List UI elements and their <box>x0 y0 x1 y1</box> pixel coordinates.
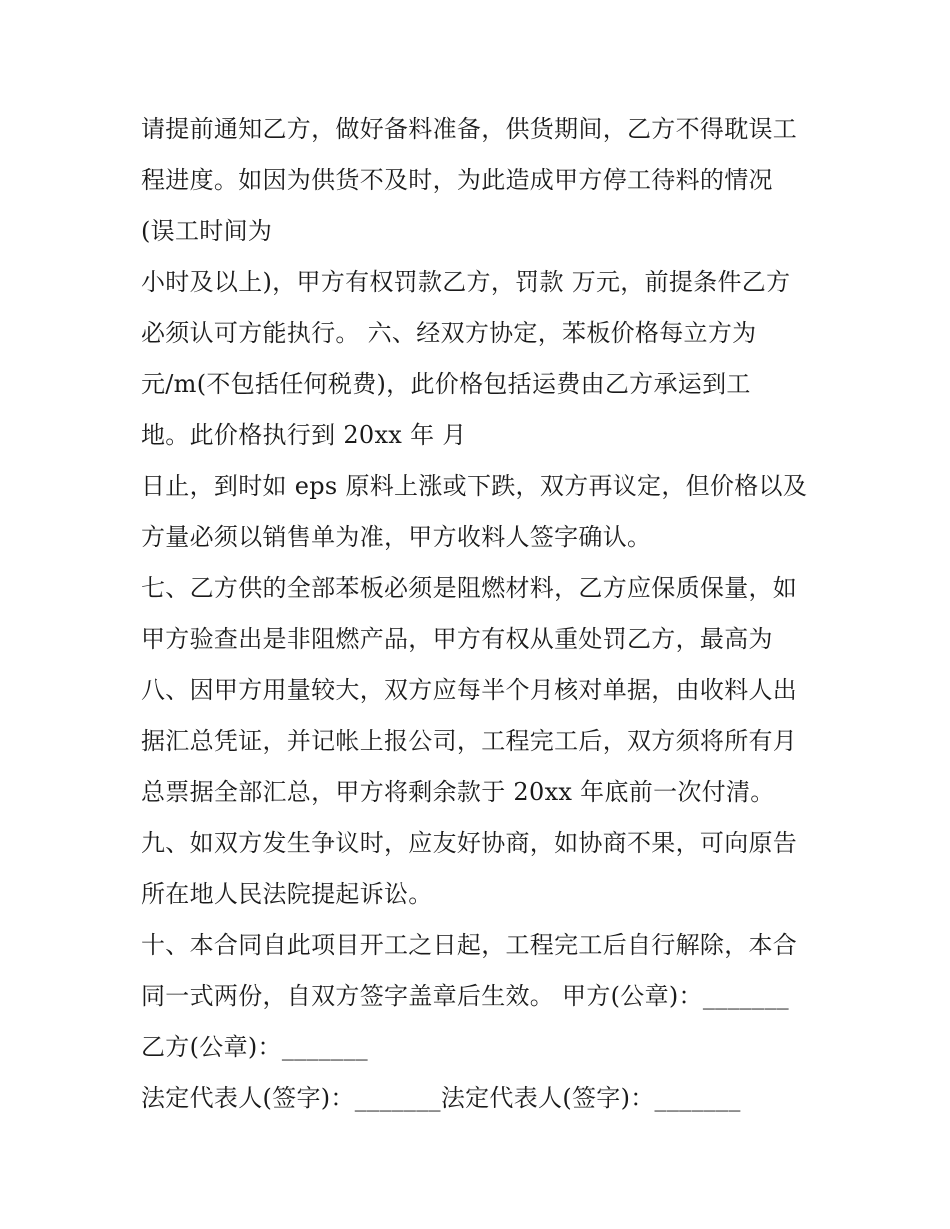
text-line: 小时及以上)，甲方有权罚款乙方，罚款 万元，前提条件乙方 <box>141 268 791 296</box>
text-line: 方量必须以销售单为准，甲方收料人签字确认。 <box>141 523 652 551</box>
text-line: (误工时间为 <box>141 217 273 245</box>
text-line: 地。此价格执行到 20xx 年 月 <box>141 421 467 449</box>
text-line: 日止，到时如 eps 原料上涨或下跌，双方再议定，但价格以及 <box>141 472 808 500</box>
text-line: 元/m(不包括任何税费)，此价格包括运费由乙方承运到工 <box>141 370 751 398</box>
text-line: 八、因甲方用量较大，双方应每半个月核对单据，由收料人出 <box>141 676 798 704</box>
text-line: 法定代表人(签字)：_______法定代表人(签字)：_______ <box>141 1084 741 1112</box>
text-line: 同一式两份，自双方签字盖章后生效。 甲方(公章)：_______ <box>141 982 789 1010</box>
text-line: 十、本合同自此项目开工之日起，工程完工后自行解除，本合 <box>141 931 798 959</box>
text-line: 甲方验查出是非阻燃产品，甲方有权从重处罚乙方，最高为 <box>141 625 773 653</box>
text-line: 据汇总凭证，并记帐上报公司，工程完工后，双方须将所有月 <box>141 727 798 755</box>
text-line: 七、乙方供的全部苯板必须是阻燃材料，乙方应保质保量，如 <box>141 574 798 602</box>
text-line: 九、如双方发生争议时，应友好协商，如协商不果，可向原告 <box>141 829 798 857</box>
text-line: 请提前通知乙方，做好备料准备，供货期间，乙方不得耽误工 <box>141 115 798 143</box>
text-line: 总票据全部汇总，甲方将剩余款于 20xx 年底前一次付清。 <box>141 778 775 806</box>
text-line: 所在地人民法院提起诉讼。 <box>141 880 433 908</box>
text-line: 程进度。如因为供货不及时，为此造成甲方停工待料的情况 <box>141 166 773 194</box>
document-body <box>141 104 841 1124</box>
text-line: 乙方(公章)：_______ <box>141 1033 368 1061</box>
text-line: 必须认可方能执行。 六、经双方协定，苯板价格每立方为 <box>141 319 757 347</box>
